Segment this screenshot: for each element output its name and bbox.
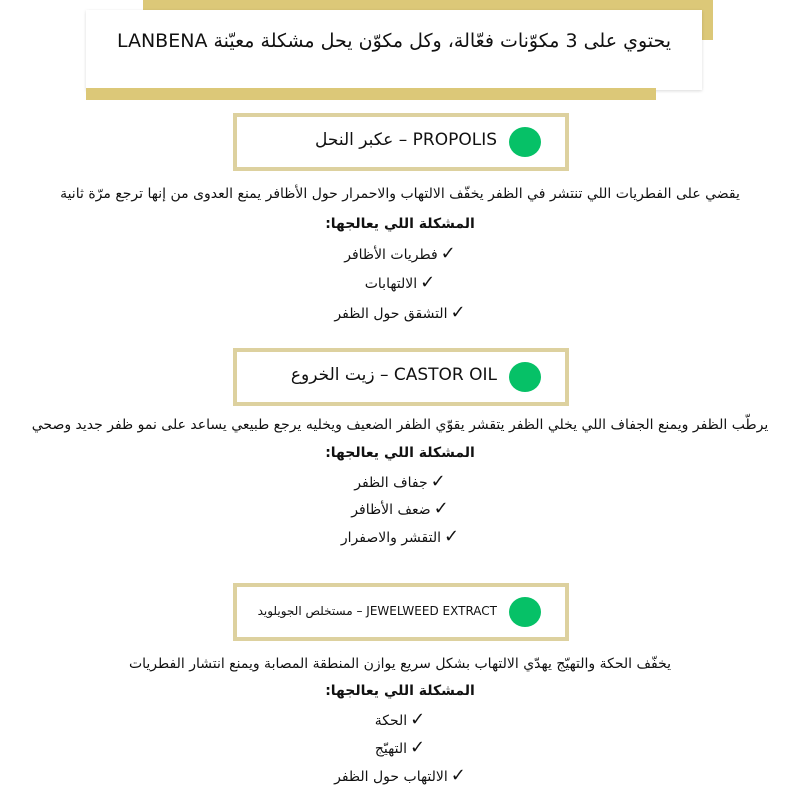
check-icon: ✓ bbox=[450, 302, 466, 323]
problem-item: ✓فطريات الأظافر bbox=[344, 243, 456, 264]
ingredient-title: JEWELWEED EXTRACT – مستخلص الجويلويد bbox=[257, 604, 497, 618]
problem-item: ✓ضعف الأظافر bbox=[351, 498, 449, 519]
banner-gold-shadow bbox=[86, 88, 656, 100]
problems-heading: المشكلة اللي يعالجها: bbox=[325, 445, 475, 461]
ingredient-description: يرطّب الظفر ويمنع الجفاف اللي يخلي الظفر يتقشر يقوّي الظفر الضعيف ويخليه يرجع طبيعي يساعد على نمو ظفر جديد وصحي bbox=[31, 417, 769, 433]
problem-item: ✓التقشر والاصفرار bbox=[340, 526, 460, 547]
check-icon: ✓ bbox=[420, 272, 436, 293]
green-dot-icon bbox=[509, 362, 541, 392]
problem-item: ✓التشقق حول الظفر bbox=[334, 302, 466, 323]
ingredient-box-castor-oil bbox=[233, 348, 569, 406]
ingredient-description: يقضي على الفطريات اللي تنتشر في الظفر يخفّف الالتهاب والاحمرار حول الأظافر يمنع العدوى من إنها ترجع مرّة ثانية bbox=[60, 186, 740, 202]
problem-item: ✓الالتهاب حول الظفر bbox=[334, 765, 466, 786]
ingredient-title: PROPOLIS – عكبر النحل bbox=[315, 130, 497, 150]
check-icon: ✓ bbox=[450, 765, 466, 786]
ingredient-description: يخفّف الحكة والتهيّج يهدّي الالتهاب بشكل سريع يوازن المنطقة المصابة ويمنع انتشار الفطريات bbox=[128, 656, 672, 672]
check-icon: ✓ bbox=[440, 243, 456, 264]
problem-item: ✓التهيّج bbox=[374, 737, 426, 758]
ingredient-box-propolis bbox=[233, 113, 569, 171]
banner-title: يحتوي على 3 مكوّنات فعّالة، وكل مكوّن يحل مشكلة معيّنة LANBENA bbox=[116, 30, 672, 52]
ingredient-box-jewelweed bbox=[233, 583, 569, 641]
check-icon: ✓ bbox=[410, 737, 426, 758]
green-dot-icon bbox=[509, 597, 541, 627]
check-icon: ✓ bbox=[430, 471, 446, 492]
check-icon: ✓ bbox=[410, 709, 426, 730]
problem-item: ✓الحكة bbox=[374, 709, 426, 730]
problem-item: ✓الالتهابات bbox=[364, 272, 436, 293]
check-icon: ✓ bbox=[444, 526, 460, 547]
check-icon: ✓ bbox=[433, 498, 449, 519]
problems-heading: المشكلة اللي يعالجها: bbox=[325, 216, 475, 232]
problems-heading: المشكلة اللي يعالجها: bbox=[325, 683, 475, 699]
ingredient-title: CASTOR OIL – زيت الخروع bbox=[290, 365, 497, 385]
green-dot-icon bbox=[509, 127, 541, 157]
problem-item: ✓جفاف الظفر bbox=[354, 471, 446, 492]
